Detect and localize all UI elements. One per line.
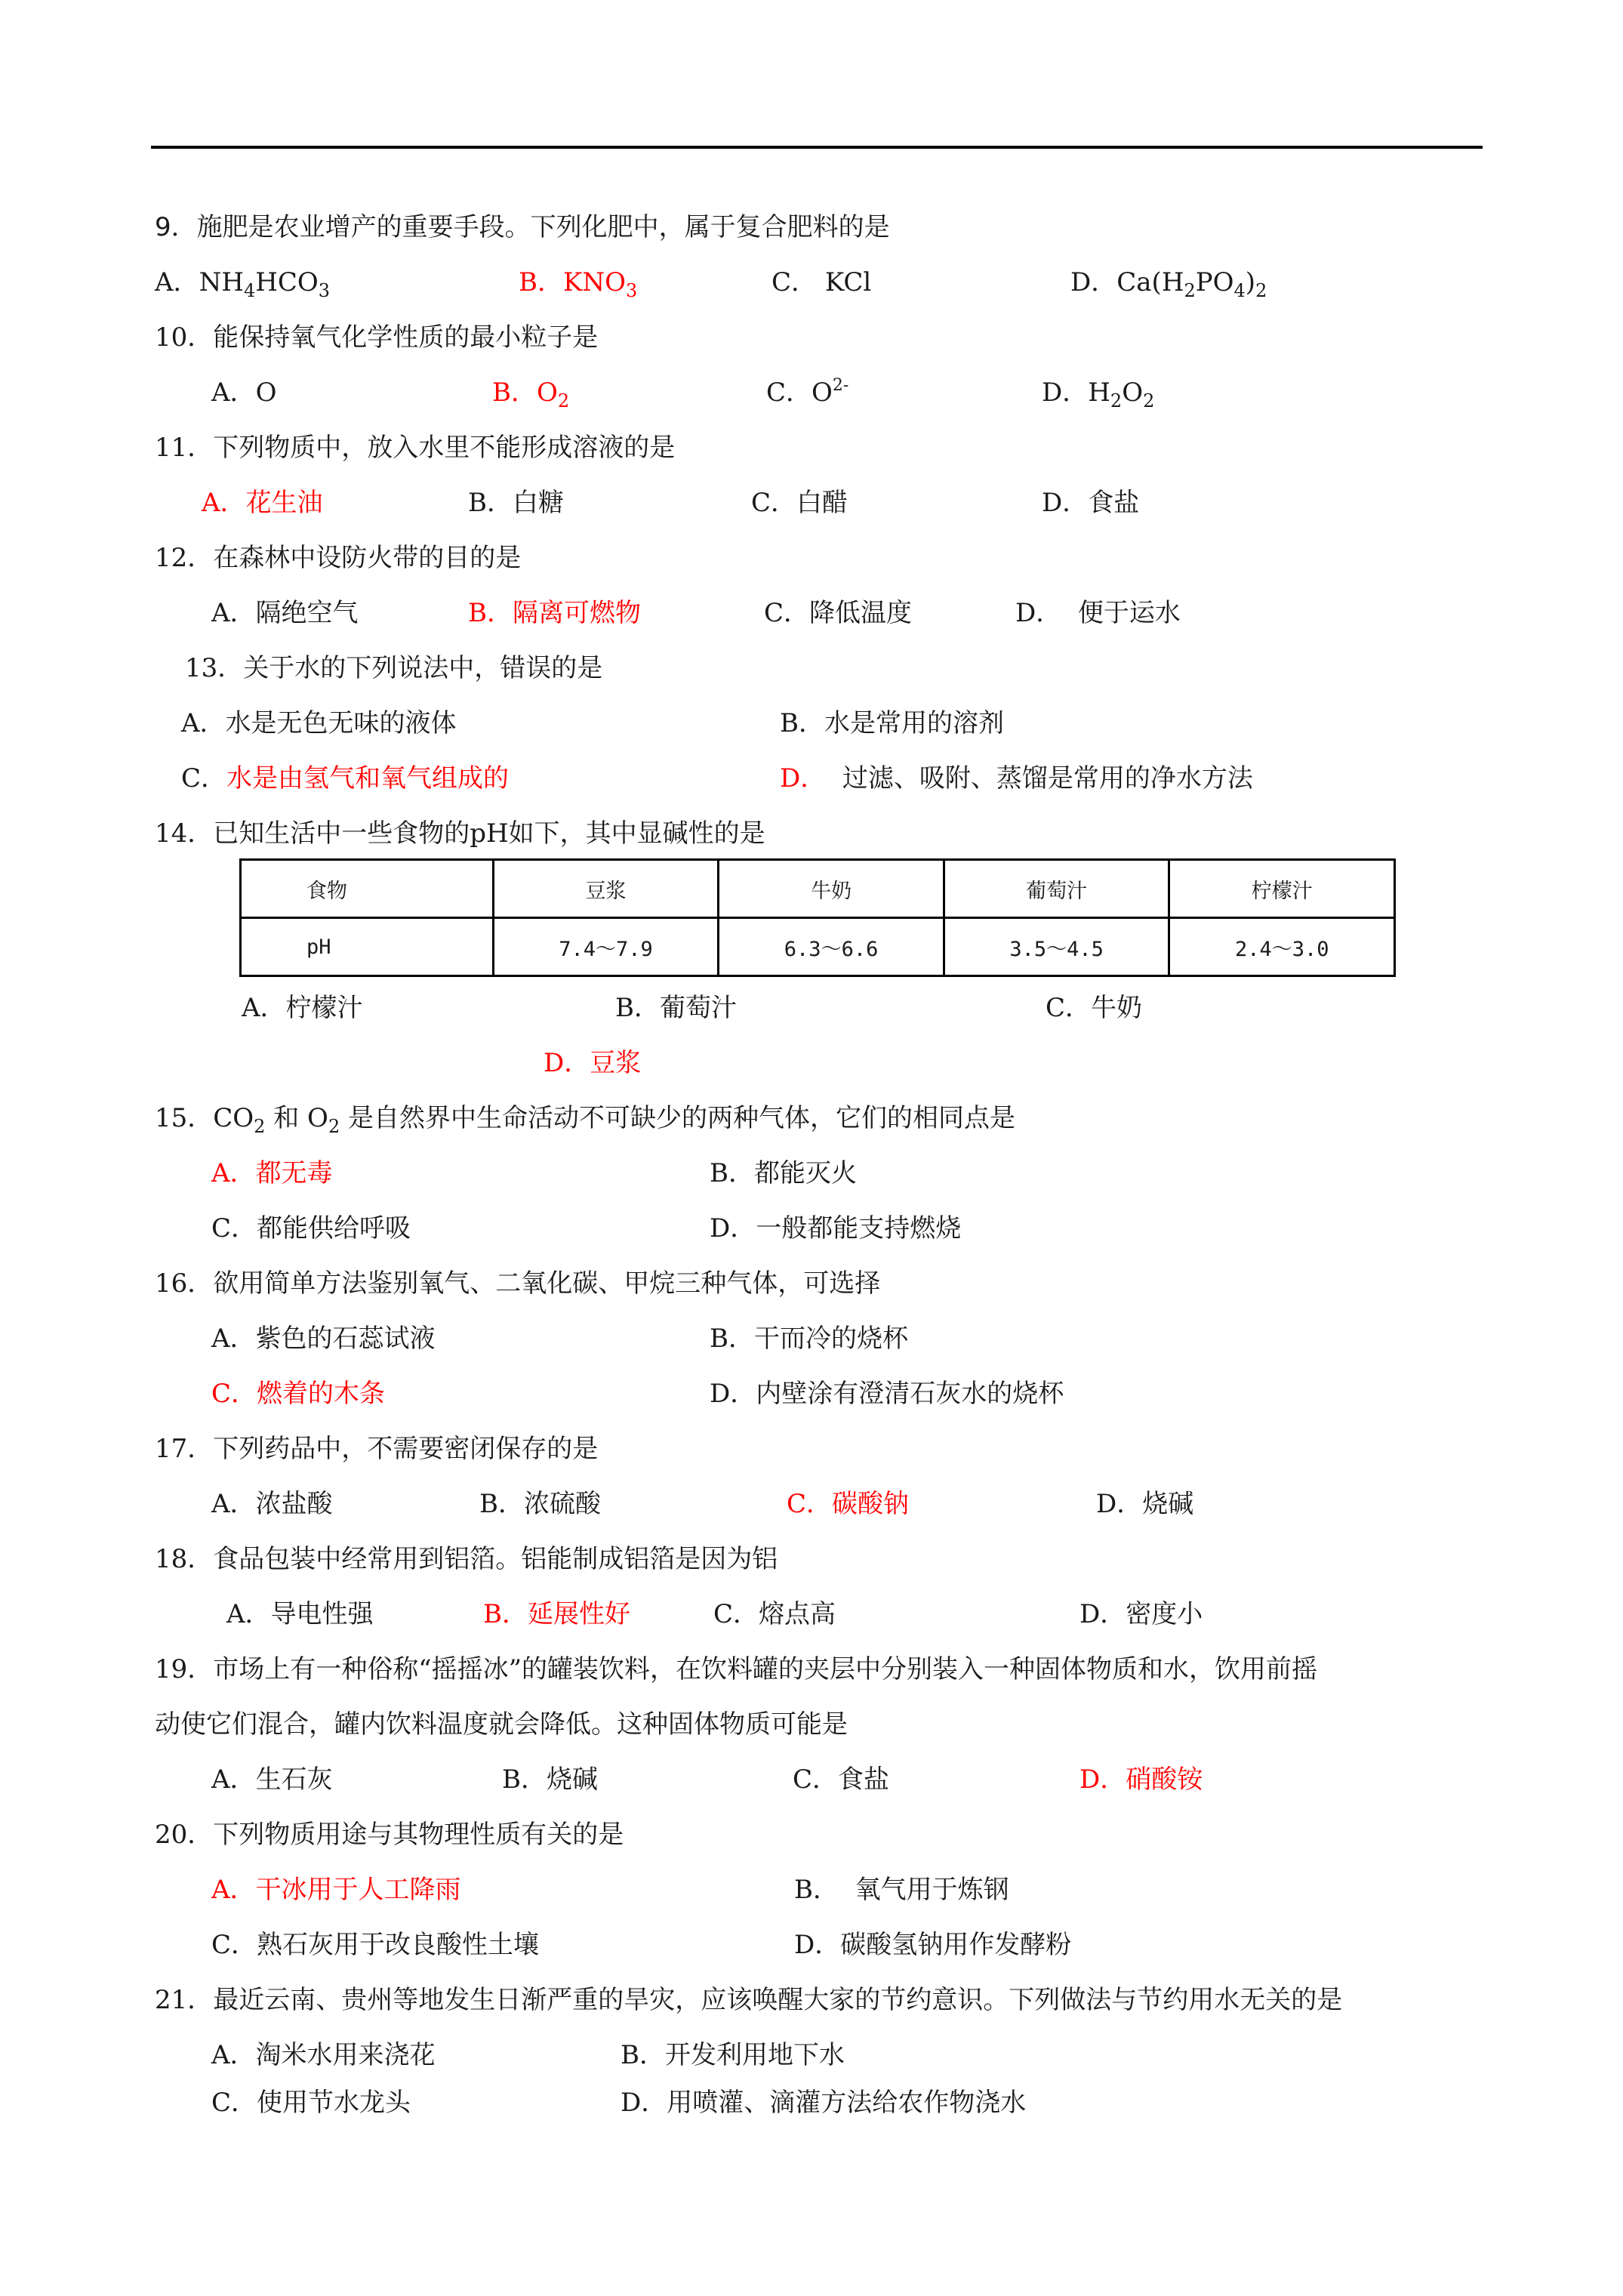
question-stem: 21．最近云南、贵州等地发生日渐严重的旱灾，应该唤醒大家的节约意识。下列做法与节约用水无关的是	[155, 1985, 1343, 2015]
option: D．内壁涂有澄清石灰水的烧杯	[710, 1379, 1064, 1409]
option: D．烧碱	[1096, 1489, 1194, 1519]
option-answer: B．$KNO_3$	[519, 267, 638, 301]
option: B．葡萄汁	[615, 993, 737, 1023]
question-stem: 15．$CO_2$ 和 $O_2$ 是自然界中生命活动不可缺少的两种气体，它们的相同点是	[155, 1103, 1016, 1137]
table-cell: 3.5～4.5	[944, 918, 1169, 976]
question-stem: 19．市场上有一种俗称“摇摇冰”的罐装饮料，在饮料罐的夹层中分别装入一种固体物质和水，饮用前摇	[155, 1654, 1318, 1684]
option: B．浓硫酸	[479, 1489, 601, 1519]
option: C．牛奶	[1046, 993, 1143, 1023]
question-stem: 9．施肥是农业增产的重要手段。下列化肥中，属于复合肥料的是	[155, 212, 890, 242]
option: C．熔点高	[713, 1599, 836, 1629]
table-cell: 豆浆	[493, 860, 719, 918]
option: D．碳酸氢钠用作发酵粉	[794, 1930, 1072, 1960]
option: C．白醋	[751, 488, 848, 518]
option-answer: C．燃着的木条	[211, 1379, 386, 1409]
option: B．白糖	[468, 488, 564, 518]
option-answer: A．都无毒	[211, 1158, 333, 1188]
table-cell: 6.3～6.6	[719, 918, 944, 976]
question-stem: 13．关于水的下列说法中，错误的是	[185, 653, 603, 683]
option: A．淘米水用来浇花	[211, 2040, 436, 2070]
question-stem: 18．食品包装中经常用到铝箔。铝能制成铝箔是因为铝	[155, 1544, 778, 1574]
option-answer: B．$O_2$	[492, 378, 570, 411]
option: A．导电性强	[226, 1599, 374, 1629]
table-row	[241, 918, 1395, 976]
option: D． 便于运水	[1015, 598, 1181, 628]
option: A．紫色的石蕊试液	[211, 1324, 436, 1354]
option: D．$Ca(H_2PO_4)_2$	[1070, 267, 1267, 301]
ph-table	[239, 858, 1396, 977]
option: B．都能灭火	[710, 1158, 857, 1188]
formula: $O^{2-}$	[812, 376, 849, 408]
table-cell: 柠檬汁	[1169, 860, 1395, 918]
option-answer-text: 水是由氢气和氧气组成的	[226, 763, 510, 794]
formula: $H_2O_2$	[1088, 378, 1155, 411]
formula: $Ca(H_2PO_4)_2$	[1116, 267, 1267, 301]
option: C．食盐	[793, 1764, 890, 1795]
question-stem-continued: 动使它们混合，罐内饮料温度就会降低。这种固体物质可能是	[155, 1709, 848, 1740]
option: C．使用节水龙头	[211, 2088, 411, 2118]
option: A．柠檬汁	[242, 993, 363, 1023]
formula: $NH_4HCO_3$	[199, 267, 331, 301]
option: C．降低温度	[764, 598, 913, 628]
question-stem: 16．欲用简单方法鉴别氧气、二氧化碳、甲烷三种气体，可选择	[155, 1268, 881, 1299]
option-answer: C．碳酸钠	[787, 1489, 910, 1519]
option: B．开发利用地下水	[621, 2040, 845, 2070]
option: D．一般都能支持燃烧	[710, 1213, 962, 1244]
option: D．密度小	[1079, 1599, 1203, 1629]
option-answer: A．花生油	[202, 488, 323, 518]
option: A．隔绝空气	[211, 598, 359, 628]
option: B．干而冷的烧杯	[710, 1324, 908, 1354]
option: A．$NH_4HCO_3$	[155, 267, 331, 301]
table-cell: 葡萄汁	[944, 860, 1169, 918]
option: C． KCl	[771, 267, 872, 297]
formula: $KNO_3$	[563, 267, 638, 301]
option: C．水是由氢气和氧气组成的	[181, 763, 510, 794]
question-stem: 17．下列药品中，不需要密闭保存的是	[155, 1434, 599, 1464]
option-answer: B．隔离可燃物	[468, 598, 641, 628]
option-answer-label: D．	[780, 763, 827, 794]
table-cell: 7.4～7.9	[493, 918, 719, 976]
option: B． 氧气用于炼钢	[794, 1875, 1009, 1905]
option: A．O	[211, 378, 277, 408]
question-stem: 11．下列物质中，放入水里不能形成溶液的是	[155, 433, 676, 463]
table-cell: 牛奶	[719, 860, 944, 918]
option: C．$O^{2-}$	[766, 376, 849, 408]
formula: $O_2$	[537, 378, 570, 411]
option-answer: A．干冰用于人工降雨	[211, 1875, 461, 1905]
option: A．水是无色无味的液体	[181, 708, 457, 738]
question-stem: 14．已知生活中一些食物的pH如下，其中显碱性的是	[155, 818, 765, 849]
option: C．熟石灰用于改良酸性土壤	[211, 1930, 540, 1960]
table-cell: pH	[241, 918, 494, 976]
option: C．都能供给呼吸	[211, 1213, 411, 1244]
option: B．水是常用的溶剂	[780, 708, 1004, 738]
option-answer: D．豆浆	[544, 1048, 642, 1078]
table-cell: 2.4～3.0	[1169, 918, 1395, 976]
question-stem: 10．能保持氧气化学性质的最小粒子是	[155, 322, 599, 353]
option: D．食盐	[1042, 488, 1140, 518]
option: D． 过滤、吸附、蒸馏是常用的净水方法	[780, 763, 1253, 794]
option-answer: D．硝酸铵	[1079, 1764, 1203, 1795]
question-stem: 20．下列物质用途与其物理性质有关的是	[155, 1820, 624, 1850]
option: D．用喷灌、滴灌方法给农作物浇水	[621, 2088, 1027, 2118]
question-stem: 12．在森林中设防火带的目的是	[155, 543, 522, 573]
option: A．生石灰	[211, 1764, 333, 1795]
option: D．$H_2O_2$	[1042, 378, 1155, 411]
table-cell: 食物	[241, 860, 494, 918]
header-rule	[151, 146, 1483, 149]
option-answer: B．延展性好	[483, 1599, 630, 1629]
option: A．浓盐酸	[211, 1489, 333, 1519]
option: B．烧碱	[502, 1764, 598, 1795]
table-row	[241, 860, 1395, 918]
